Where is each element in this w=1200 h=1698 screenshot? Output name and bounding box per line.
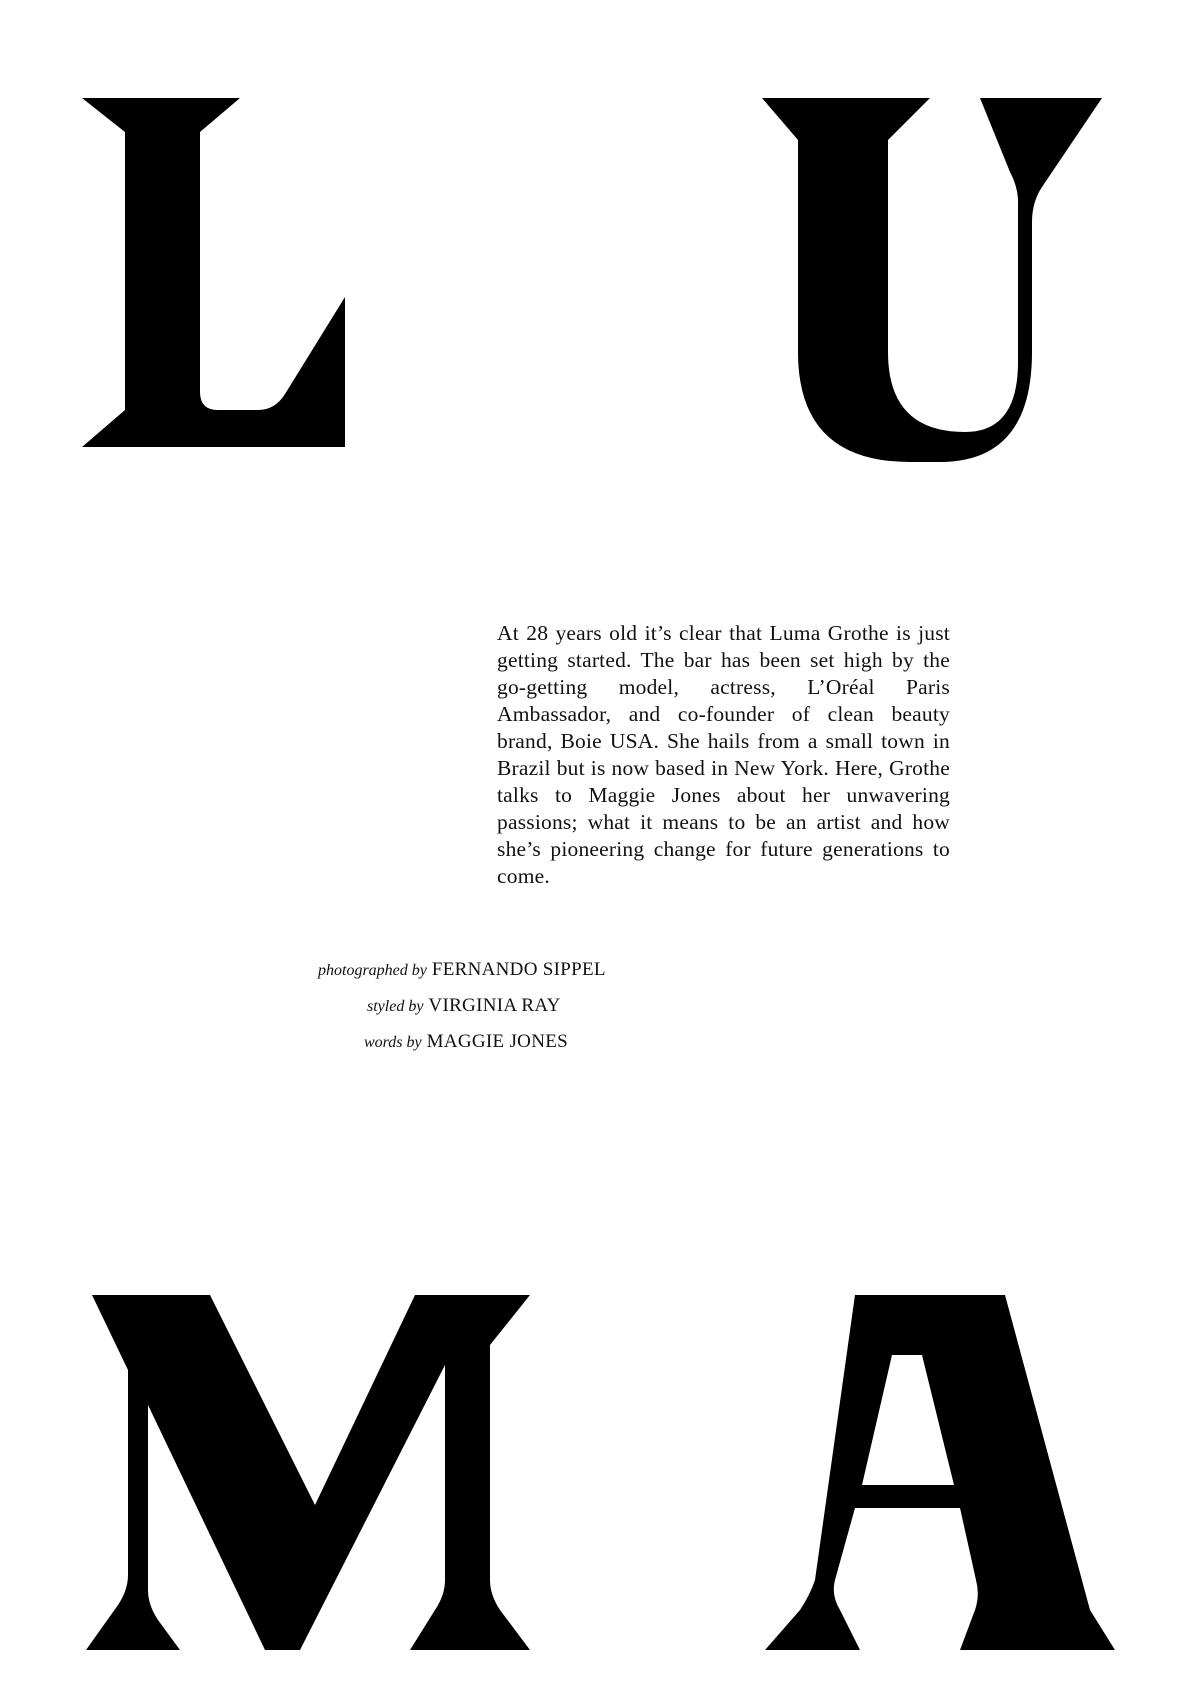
title-letter-a: [760, 1290, 1120, 1655]
intro-paragraph: At 28 years old it’s clear that Luma Grothe is just getting started. The bar has been set high by the go-getting model, actress, L’Oréal Paris Ambassador, and co-founder of clean beauty brand, Boie USA. She hails from a small town in Brazil but is now based in New York. Here, Grothe talks to Maggie Jones about her unwavering passions; what it means to be an artist and how she’s pioneering change for future generations to come.: [497, 621, 950, 888]
credit-stylist: [367, 994, 561, 1019]
credit-role: styled by: [367, 998, 424, 1015]
credit-role: photographed by: [318, 962, 427, 979]
credit-writer: [364, 1030, 568, 1055]
credit-name: FERNANDO SIPPEL: [431, 959, 606, 980]
title-letter-u: [760, 92, 1110, 472]
title-letter-l: [70, 92, 360, 452]
credit-name: MAGGIE JONES: [426, 1031, 568, 1052]
letter-m-glyph: [80, 1290, 535, 1655]
credit-name: VIRGINIA RAY: [428, 995, 561, 1016]
letter-a-glyph: [760, 1290, 1120, 1655]
credit-photographer: [318, 958, 606, 983]
letter-l-glyph: [70, 92, 360, 452]
credit-role: words by: [364, 1034, 422, 1051]
title-letter-m: [80, 1290, 535, 1655]
letter-u-glyph: [760, 92, 1110, 472]
